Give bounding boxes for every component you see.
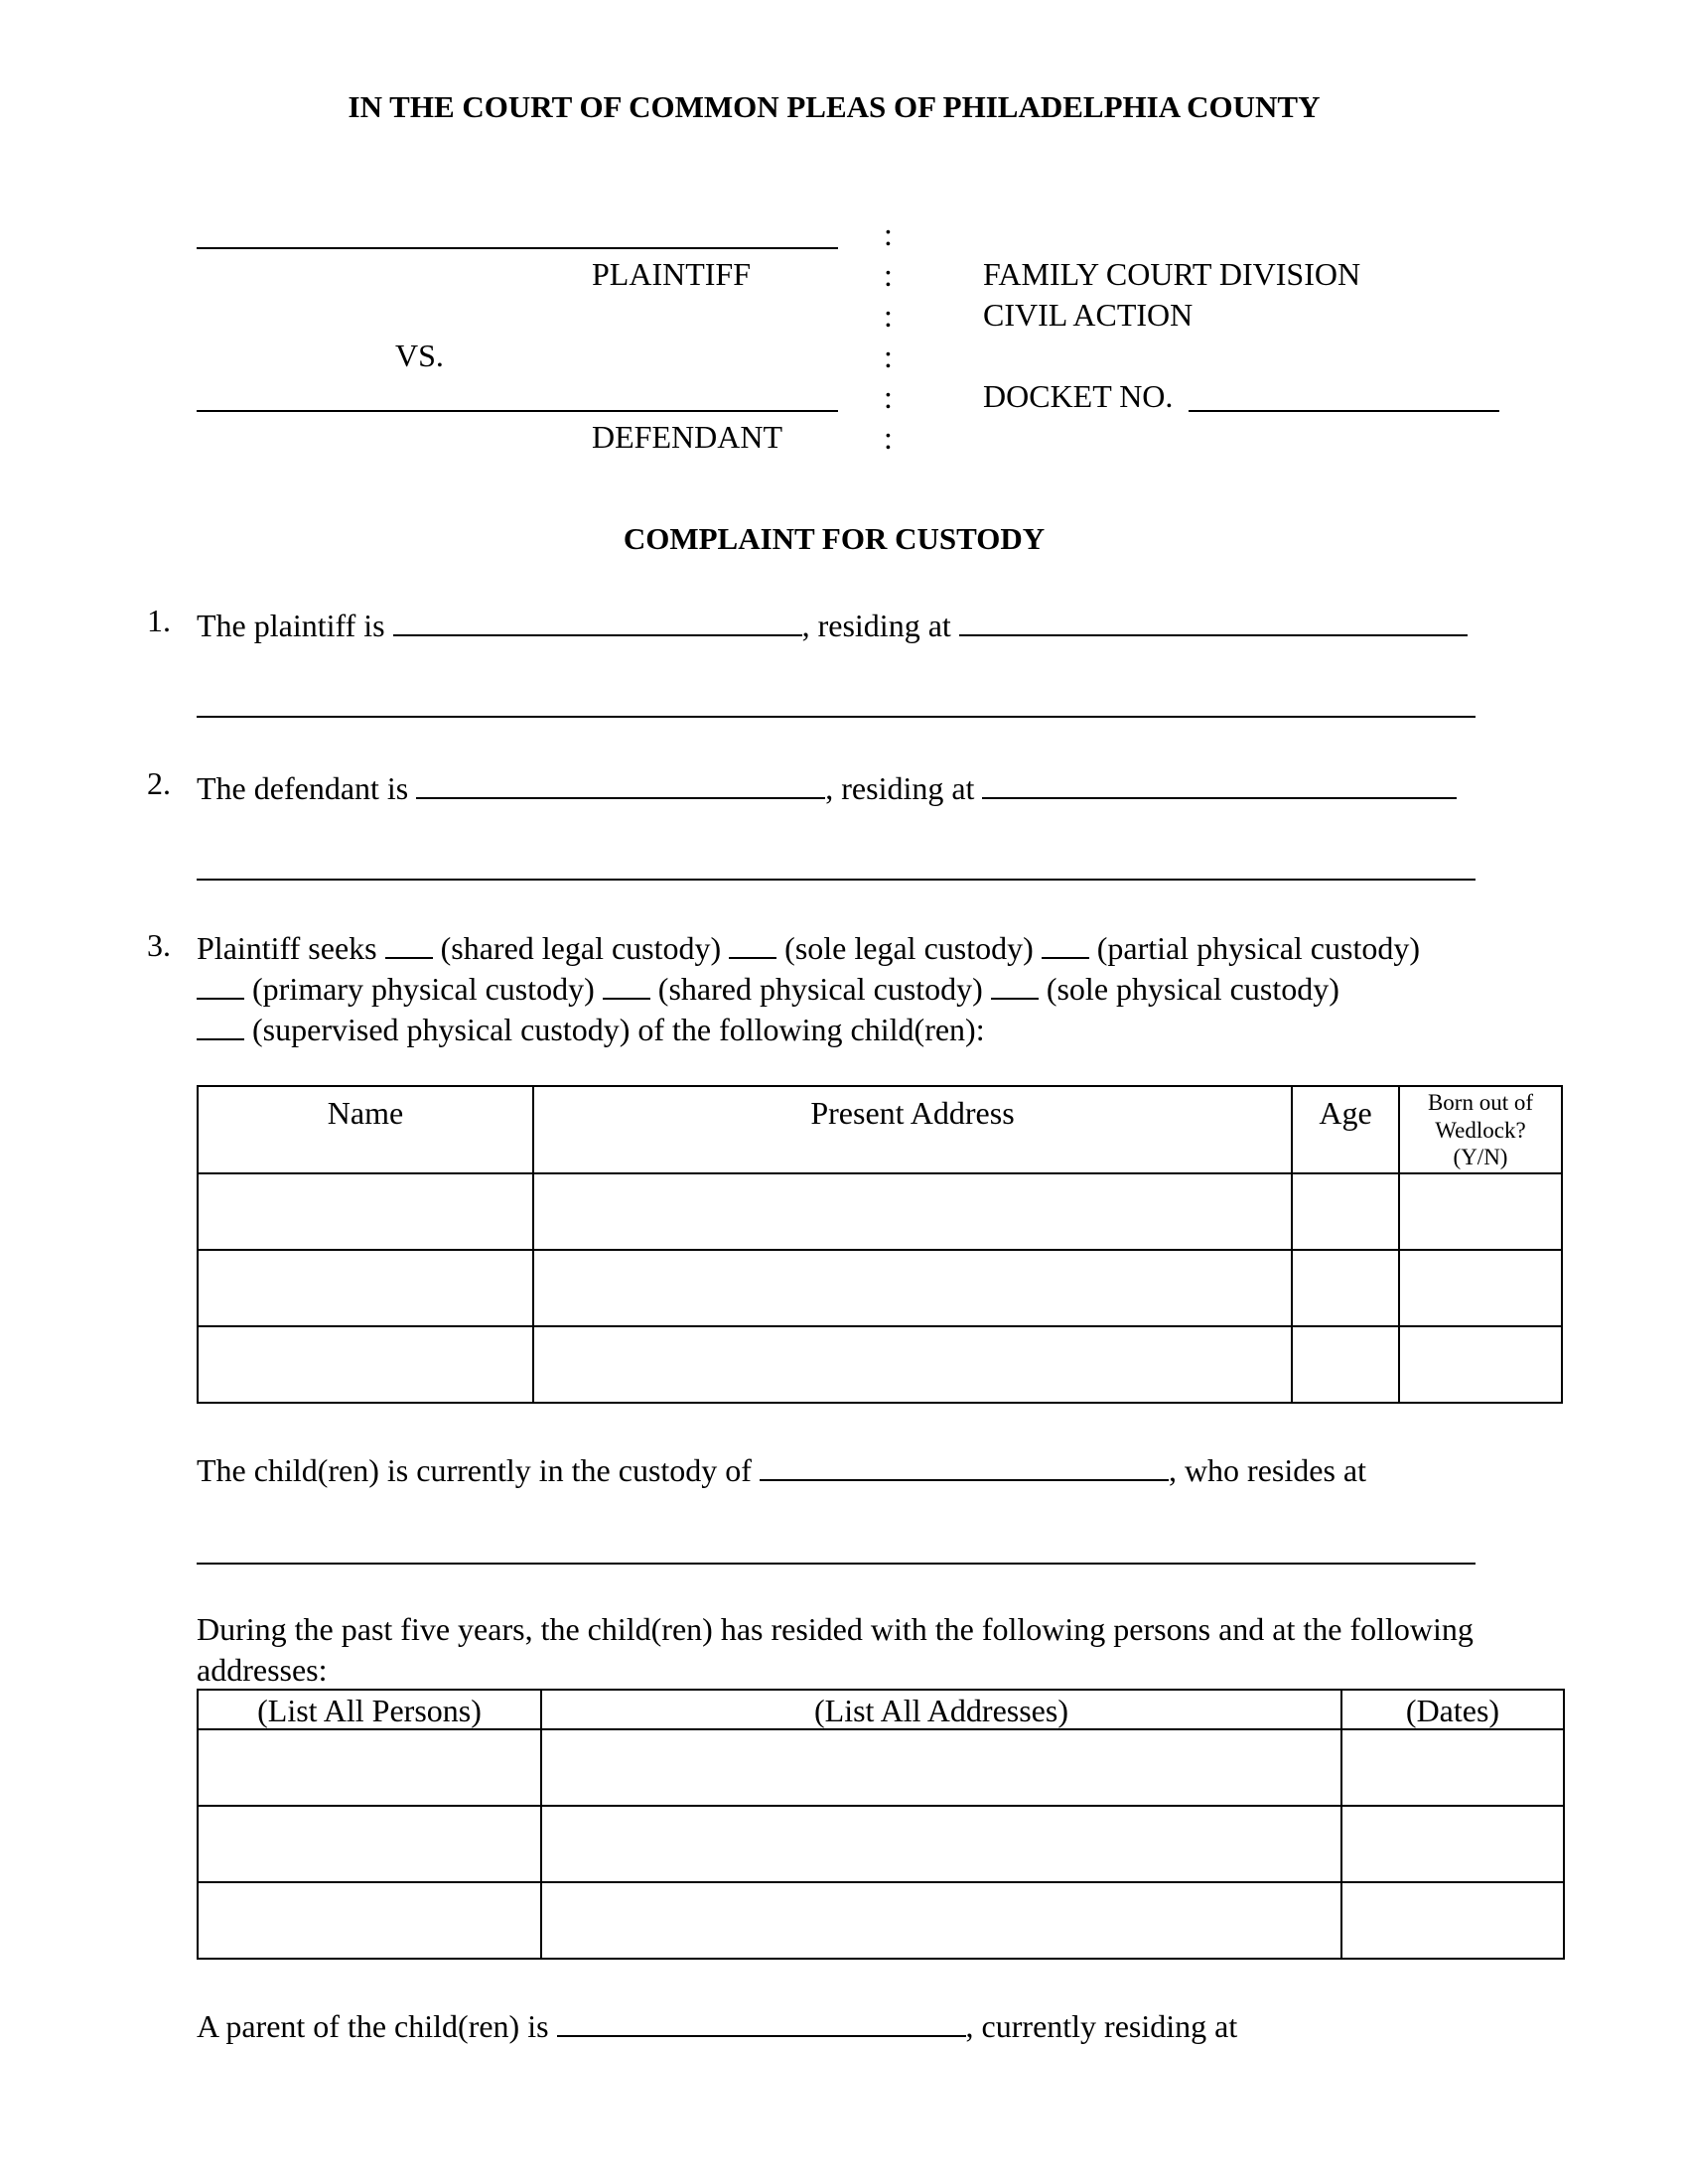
address-cell[interactable] bbox=[541, 1882, 1341, 1959]
item1-lead: The plaintiff is bbox=[197, 608, 385, 643]
defendant-name-field[interactable] bbox=[416, 767, 825, 799]
table-row bbox=[198, 1882, 1564, 1959]
residence-table bbox=[197, 1689, 1565, 1960]
action-label: CIVIL ACTION bbox=[983, 297, 1194, 333]
custody-lead: The child(ren) is currently in the custody of bbox=[197, 1452, 752, 1488]
header-address: Present Address bbox=[810, 1095, 1015, 1131]
header-addresses: (List All Addresses) bbox=[814, 1693, 1068, 1728]
option-label: (primary physical custody) bbox=[252, 971, 595, 1007]
header-persons: (List All Persons) bbox=[257, 1693, 482, 1728]
header-name: Name bbox=[327, 1095, 404, 1131]
child-name-cell[interactable] bbox=[198, 1326, 533, 1403]
table-row bbox=[198, 1729, 1564, 1806]
custody-tail: , who resides at bbox=[1168, 1452, 1366, 1488]
defendant-address-field-line2[interactable] bbox=[197, 879, 1476, 881]
child-address-cell[interactable] bbox=[533, 1326, 1292, 1403]
address-cell[interactable] bbox=[541, 1806, 1341, 1882]
primary-physical-checkbox[interactable] bbox=[197, 970, 244, 1000]
table-row bbox=[198, 1173, 1562, 1250]
child-age-cell[interactable] bbox=[1292, 1326, 1399, 1403]
partial-physical-checkbox[interactable] bbox=[1042, 929, 1089, 959]
vs-label: VS. bbox=[395, 338, 444, 373]
header-cell bbox=[198, 1086, 533, 1173]
current-custodian-field[interactable] bbox=[760, 1449, 1169, 1481]
header-cell bbox=[1399, 1086, 1562, 1173]
header-cell bbox=[541, 1690, 1341, 1729]
header-cell bbox=[533, 1086, 1292, 1173]
division-label: FAMILY COURT DIVISION bbox=[983, 256, 1361, 292]
plaintiff-name-line[interactable] bbox=[197, 247, 838, 249]
item3-line3 bbox=[197, 1011, 985, 1045]
sole-physical-checkbox[interactable] bbox=[991, 970, 1039, 1000]
table-row bbox=[198, 1326, 1562, 1403]
caption-colon: : bbox=[884, 216, 893, 252]
option-label: (shared physical custody) bbox=[657, 971, 983, 1007]
header-wedlock: Born out of bbox=[1427, 1090, 1534, 1115]
child-name-cell[interactable] bbox=[198, 1250, 533, 1326]
parent-lead: A parent of the child(ren) is bbox=[197, 2008, 549, 2044]
person-cell[interactable] bbox=[198, 1882, 541, 1959]
header-wedlock: Wedlock? bbox=[1435, 1117, 1526, 1143]
option-label: (shared legal custody) bbox=[440, 930, 722, 966]
table-row bbox=[198, 1806, 1564, 1882]
person-cell[interactable] bbox=[198, 1806, 541, 1882]
residence-paragraph-cont: addresses: bbox=[197, 1652, 328, 1688]
table-row bbox=[198, 1250, 1562, 1326]
option-label: (sole legal custody) bbox=[784, 930, 1034, 966]
header-cell bbox=[198, 1690, 541, 1729]
shared-legal-checkbox[interactable] bbox=[385, 929, 433, 959]
parent-line bbox=[197, 2005, 1237, 2042]
header-dates: (Dates) bbox=[1405, 1693, 1500, 1728]
option-label: (supervised physical custody) of the following child(ren): bbox=[252, 1012, 985, 1047]
caption-colon: : bbox=[884, 379, 893, 415]
item-number: 3. bbox=[147, 927, 171, 963]
caption-colon: : bbox=[884, 257, 893, 293]
item2-mid: , residing at bbox=[825, 770, 975, 806]
table-header-row bbox=[198, 1086, 1562, 1173]
child-wedlock-cell[interactable] bbox=[1399, 1173, 1562, 1250]
plaintiff-address-field-line2[interactable] bbox=[197, 716, 1476, 718]
plaintiff-label: PLAINTIFF bbox=[592, 256, 752, 292]
child-age-cell[interactable] bbox=[1292, 1173, 1399, 1250]
plaintiff-name-field[interactable] bbox=[393, 605, 802, 636]
item2-line bbox=[197, 767, 1457, 804]
parent-name-field[interactable] bbox=[557, 2005, 966, 2037]
defendant-address-field[interactable] bbox=[982, 767, 1457, 799]
dates-cell[interactable] bbox=[1341, 1729, 1564, 1806]
defendant-name-line[interactable] bbox=[197, 410, 838, 412]
item1-mid: , residing at bbox=[801, 608, 951, 643]
header-wedlock: (Y/N) bbox=[1453, 1145, 1508, 1170]
document-title: COMPLAINT FOR CUSTODY bbox=[623, 521, 1046, 556]
option-label: (sole physical custody) bbox=[1046, 971, 1339, 1007]
parent-tail: , currently residing at bbox=[965, 2008, 1238, 2044]
item-number: 1. bbox=[147, 603, 171, 638]
child-address-cell[interactable] bbox=[533, 1173, 1292, 1250]
supervised-physical-checkbox[interactable] bbox=[197, 1011, 244, 1040]
child-age-cell[interactable] bbox=[1292, 1250, 1399, 1326]
dates-cell[interactable] bbox=[1341, 1882, 1564, 1959]
sole-legal-checkbox[interactable] bbox=[729, 929, 776, 959]
residence-paragraph: During the past five years, the child(ren) has resided with the following persons and at the following bbox=[197, 1611, 1474, 1647]
header-cell bbox=[1292, 1086, 1399, 1173]
caption-colon: : bbox=[884, 420, 893, 456]
shared-physical-checkbox[interactable] bbox=[603, 970, 650, 1000]
plaintiff-address-field[interactable] bbox=[959, 605, 1468, 636]
person-cell[interactable] bbox=[198, 1729, 541, 1806]
option-label: (partial physical custody) bbox=[1096, 930, 1420, 966]
child-wedlock-cell[interactable] bbox=[1399, 1250, 1562, 1326]
item3-lead: Plaintiff seeks bbox=[197, 930, 377, 966]
child-address-cell[interactable] bbox=[533, 1250, 1292, 1326]
item3-line2 bbox=[197, 970, 1339, 1005]
caption-colon: : bbox=[884, 339, 893, 374]
item3-line1 bbox=[197, 929, 1420, 964]
header-cell bbox=[1341, 1690, 1564, 1729]
item1-line bbox=[197, 605, 1468, 641]
court-title: IN THE COURT OF COMMON PLEAS OF PHILADELPHIA COUNTY bbox=[348, 89, 1321, 124]
header-age: Age bbox=[1319, 1095, 1372, 1131]
address-cell[interactable] bbox=[541, 1729, 1341, 1806]
custodian-address-field[interactable] bbox=[197, 1563, 1476, 1565]
docket-number-field[interactable] bbox=[1189, 410, 1499, 412]
child-wedlock-cell[interactable] bbox=[1399, 1326, 1562, 1403]
docket-label: DOCKET NO. bbox=[983, 378, 1174, 414]
item-number: 2. bbox=[147, 765, 171, 801]
custody-line bbox=[197, 1449, 1366, 1486]
child-name-cell[interactable] bbox=[198, 1173, 533, 1250]
dates-cell[interactable] bbox=[1341, 1806, 1564, 1882]
table-header-row bbox=[198, 1690, 1564, 1729]
defendant-label: DEFENDANT bbox=[592, 419, 782, 455]
children-table bbox=[197, 1085, 1563, 1404]
item2-lead: The defendant is bbox=[197, 770, 409, 806]
caption-colon: : bbox=[884, 298, 893, 334]
